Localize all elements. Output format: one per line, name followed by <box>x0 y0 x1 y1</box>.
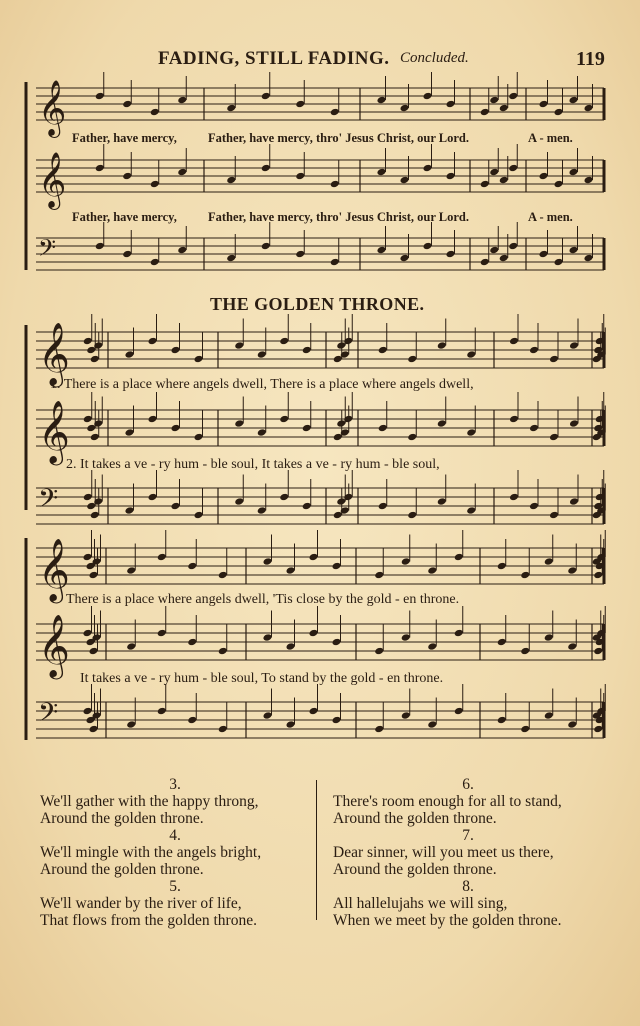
note-head <box>489 168 499 177</box>
lyric-line: 2. It takes a ve - ry hum - ble soul, It takes a ve - ry hum - ble soul, <box>66 457 440 472</box>
note-head <box>234 341 244 350</box>
note-head <box>122 172 132 181</box>
note-head <box>539 100 549 109</box>
treble-clef: 𝄞 <box>38 322 70 385</box>
note-head <box>520 647 530 656</box>
note-head <box>497 638 507 647</box>
note-head <box>95 92 105 101</box>
note-head <box>567 566 577 575</box>
verse-number: 3. <box>169 776 181 793</box>
note-head <box>584 176 594 185</box>
note-head <box>218 725 228 734</box>
note-head <box>529 424 539 433</box>
note-head <box>549 355 559 364</box>
lyric-line: There is a place where angels dwell, 'Tis close by the gold - en throne. <box>66 592 460 607</box>
lyric-line: 1. There is a place where angels dwell, There is a place where angels dwell, <box>50 377 474 392</box>
note-head <box>177 96 187 105</box>
note-head <box>279 493 289 502</box>
note-head <box>263 633 273 642</box>
verse-line: We'll mingle with the angels bright, <box>40 844 262 861</box>
note-head <box>454 553 464 562</box>
verse-line: Around the golden throne. <box>40 810 204 827</box>
note-head <box>497 562 507 571</box>
note-head <box>302 346 312 355</box>
note-head <box>150 258 160 267</box>
note-head <box>466 506 476 515</box>
note-head <box>302 502 312 511</box>
note-head <box>89 571 99 580</box>
note-head <box>446 100 456 109</box>
note-head <box>554 258 564 267</box>
bass-clef: 𝄢 <box>38 698 59 734</box>
note-head <box>567 720 577 729</box>
note-head <box>423 164 433 173</box>
note-head <box>125 350 135 359</box>
note-head <box>83 493 93 502</box>
note-head <box>480 258 490 267</box>
note-head <box>593 571 603 580</box>
note-head <box>544 711 554 720</box>
note-head <box>374 571 384 580</box>
verse-line: That flows from the golden throne. <box>40 912 257 929</box>
verse-line: Around the golden throne. <box>333 810 497 827</box>
note-head <box>330 108 340 117</box>
note-head <box>489 246 499 255</box>
note-head <box>295 100 305 109</box>
note-head <box>377 168 387 177</box>
note-head <box>90 355 100 364</box>
note-head <box>377 246 387 255</box>
bass-clef: 𝄢 <box>38 234 57 267</box>
note-head <box>374 725 384 734</box>
note-head <box>148 337 158 346</box>
hymn-subtitle: Concluded. <box>400 50 469 66</box>
note-head <box>407 511 417 520</box>
note-head <box>218 647 228 656</box>
verse-line: There's room enough for all to stand, <box>333 793 562 810</box>
lyric-line: A - men. <box>528 131 573 145</box>
note-head <box>423 242 433 251</box>
note-head <box>330 180 340 189</box>
note-head <box>90 511 100 520</box>
note-head <box>509 415 519 424</box>
lyric-line: It takes a ve - ry hum - ble soul, To stand by the gold - en throne. <box>80 671 444 686</box>
note-head <box>295 250 305 259</box>
note-head <box>400 104 410 113</box>
note-head <box>466 428 476 437</box>
note-head <box>90 433 100 442</box>
verse-number: 7. <box>462 827 474 844</box>
note-head <box>508 92 518 101</box>
note-head <box>226 254 236 263</box>
note-head <box>286 720 296 729</box>
lyric-line: A - men. <box>528 210 573 224</box>
verse-line: All hallelujahs we will sing, <box>333 895 508 912</box>
note-head <box>218 571 228 580</box>
note-head <box>584 254 594 263</box>
note-head <box>427 642 437 651</box>
note-head <box>226 104 236 113</box>
lyric-line: Father, have mercy, thro' Jesus Christ, our Lord. <box>208 210 469 224</box>
note-head <box>567 642 577 651</box>
note-head <box>499 104 509 113</box>
note-head <box>529 502 539 511</box>
verse-line: Dear sinner, will you meet us there, <box>333 844 554 861</box>
note-head <box>89 725 99 734</box>
note-head <box>286 566 296 575</box>
note-head <box>378 424 388 433</box>
note-head <box>332 638 342 647</box>
note-head <box>194 355 204 364</box>
note-head <box>446 250 456 259</box>
note-head <box>330 258 340 267</box>
note-head <box>569 96 579 105</box>
note-head <box>150 180 160 189</box>
note-head <box>309 707 319 716</box>
note-head <box>150 108 160 117</box>
note-head <box>126 566 136 575</box>
note-head <box>83 337 93 346</box>
note-head <box>89 647 99 656</box>
note-head <box>400 254 410 263</box>
page-number: 119 <box>576 48 605 70</box>
note-head <box>549 511 559 520</box>
note-head <box>234 497 244 506</box>
note-head <box>520 571 530 580</box>
note-head <box>122 100 132 109</box>
note-head <box>401 711 411 720</box>
note-head <box>480 108 490 117</box>
note-head <box>509 337 519 346</box>
note-head <box>302 424 312 433</box>
note-head <box>569 497 579 506</box>
verse-number: 4. <box>169 827 181 844</box>
note-head <box>171 424 181 433</box>
treble-clef: 𝄞 <box>38 538 70 601</box>
note-head <box>261 242 271 251</box>
lyric-line: Father, have mercy, <box>72 210 177 224</box>
note-head <box>378 502 388 511</box>
verse-line: Around the golden throne. <box>40 861 204 878</box>
note-head <box>263 557 273 566</box>
verse-line: Around the golden throne. <box>333 861 497 878</box>
note-head <box>171 502 181 511</box>
additional-verses <box>0 776 640 929</box>
note-head <box>377 96 387 105</box>
verse-line: We'll gather with the happy throng, <box>40 793 259 810</box>
note-head <box>171 346 181 355</box>
note-head <box>466 350 476 359</box>
note-head <box>480 180 490 189</box>
note-head <box>177 246 187 255</box>
note-head <box>332 562 342 571</box>
hymn-title: FADING, STILL FADING. <box>158 48 390 69</box>
note-head <box>187 716 197 725</box>
note-head <box>148 415 158 424</box>
section-title: THE GOLDEN THRONE. <box>210 294 425 314</box>
note-head <box>257 428 267 437</box>
note-head <box>544 633 554 642</box>
verse-number: 8. <box>462 878 474 895</box>
note-head <box>374 647 384 656</box>
note-head <box>400 176 410 185</box>
note-head <box>148 493 158 502</box>
note-head <box>257 350 267 359</box>
note-head <box>286 642 296 651</box>
note-head <box>593 725 603 734</box>
note-head <box>125 506 135 515</box>
note-head <box>401 633 411 642</box>
note-head <box>157 629 167 638</box>
note-head <box>157 707 167 716</box>
note-head <box>569 246 579 255</box>
note-head <box>401 557 411 566</box>
bass-clef: 𝄢 <box>38 484 59 520</box>
note-head <box>544 557 554 566</box>
note-head <box>194 433 204 442</box>
note-head <box>309 629 319 638</box>
note-head <box>569 341 579 350</box>
note-head <box>499 254 509 263</box>
note-head <box>489 96 499 105</box>
note-head <box>295 172 305 181</box>
note-head <box>126 642 136 651</box>
note-head <box>499 176 509 185</box>
treble-clef: 𝄞 <box>38 400 70 463</box>
note-head <box>584 104 594 113</box>
verse-number: 5. <box>169 878 181 895</box>
verse-line: We'll wander by the river of life, <box>40 895 242 912</box>
verses-left-column <box>40 776 310 929</box>
note-head <box>187 562 197 571</box>
treble-clef: 𝄞 <box>38 152 67 208</box>
note-head <box>378 346 388 355</box>
lyric-line: Father, have mercy, <box>72 131 177 145</box>
note-head <box>279 415 289 424</box>
lyric-line: Father, have mercy, thro' Jesus Christ, our Lord. <box>208 131 469 145</box>
note-head <box>554 108 564 117</box>
note-head <box>177 168 187 177</box>
treble-clef: 𝄞 <box>38 80 67 136</box>
note-head <box>569 168 579 177</box>
note-head <box>549 433 559 442</box>
note-head <box>427 566 437 575</box>
treble-clef: 𝄞 <box>38 614 70 677</box>
note-head <box>234 419 244 428</box>
note-head <box>309 553 319 562</box>
note-head <box>446 172 456 181</box>
note-head <box>437 341 447 350</box>
verses-right-column <box>333 776 603 929</box>
note-head <box>125 428 135 437</box>
note-head <box>83 629 93 638</box>
note-head <box>187 638 197 647</box>
note-head <box>157 553 167 562</box>
note-head <box>454 707 464 716</box>
note-head <box>332 716 342 725</box>
note-head <box>95 242 105 251</box>
note-head <box>593 647 603 656</box>
note-head <box>407 433 417 442</box>
verse-number: 6. <box>462 776 474 793</box>
note-head <box>554 180 564 189</box>
note-head <box>508 164 518 173</box>
note-head <box>509 493 519 502</box>
note-head <box>194 511 204 520</box>
note-head <box>122 250 132 259</box>
note-head <box>83 415 93 424</box>
note-head <box>569 419 579 428</box>
note-head <box>508 242 518 251</box>
note-head <box>520 725 530 734</box>
note-head <box>437 497 447 506</box>
note-head <box>454 629 464 638</box>
note-head <box>95 164 105 173</box>
note-head <box>126 720 136 729</box>
note-head <box>257 506 267 515</box>
note-head <box>497 716 507 725</box>
note-head <box>226 176 236 185</box>
note-head <box>529 346 539 355</box>
note-head <box>83 553 93 562</box>
note-head <box>279 337 289 346</box>
note-head <box>437 419 447 428</box>
note-head <box>407 355 417 364</box>
note-head <box>423 92 433 101</box>
note-head <box>83 707 93 716</box>
note-head <box>539 250 549 259</box>
verse-line: When we meet by the golden throne. <box>333 912 562 929</box>
note-head <box>427 720 437 729</box>
note-head <box>261 92 271 101</box>
note-head <box>539 172 549 181</box>
note-head <box>263 711 273 720</box>
note-head <box>261 164 271 173</box>
